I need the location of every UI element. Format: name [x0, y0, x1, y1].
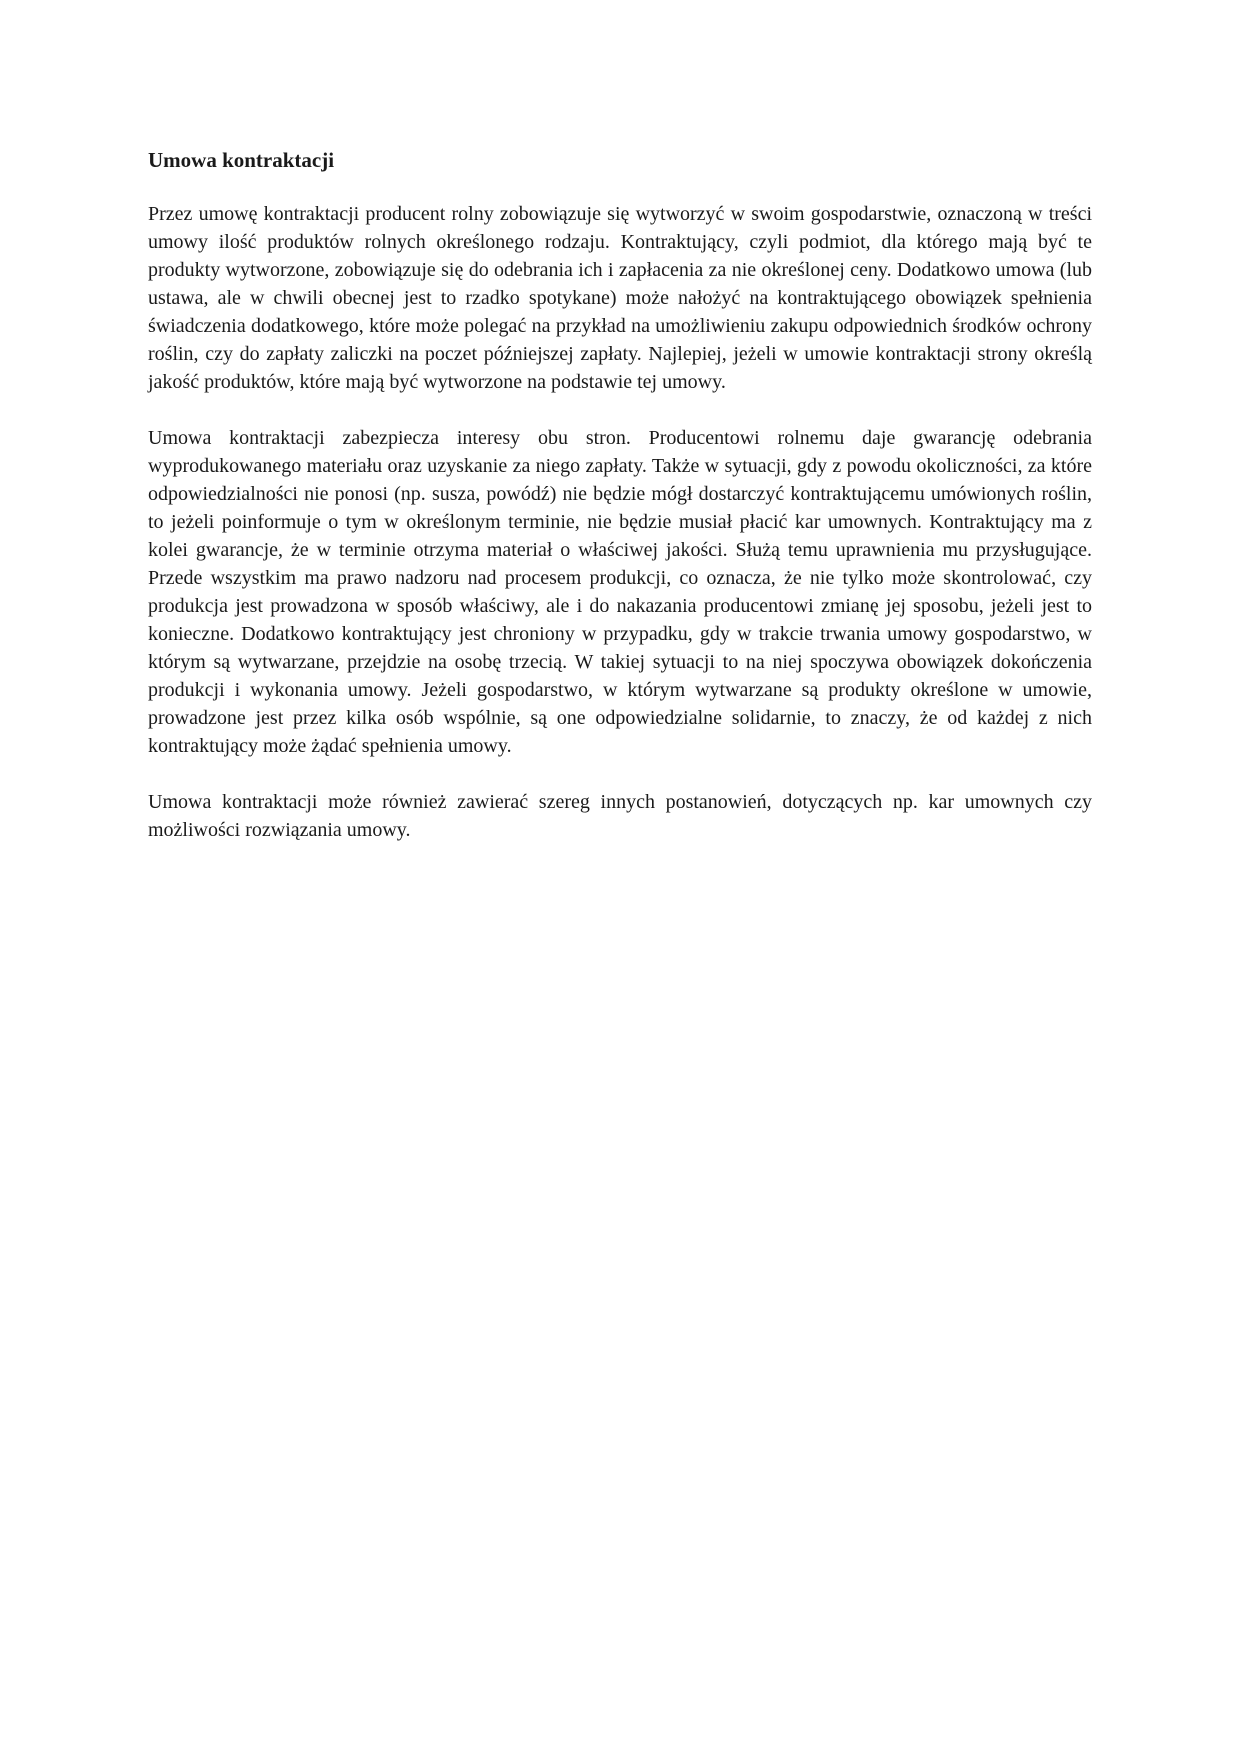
paragraph-definition: Przez umowę kontraktacji producent rolny zobowiązuje się wytworzyć w swoim gospodarstwie, oznaczoną w treści umowy ilość produktów rolnych określonego rodzaju. Kontraktujący, czyli podmiot, dla którego mają być te produkty wytworzone, zobowiązuje się do odebrania ich i zapłacenia za nie określonej ceny. Dodatkowo umowa (lub ustawa, ale w chwili obecnej jest to rzadko spotykane) może nałożyć na kontraktującego obowiązek spełnienia świadczenia dodatkowego, które może polegać na przykład na umożliwieniu zakupu odpowiednich środków ochrony roślin, czy do zapłaty zaliczki na poczet późniejszej zapłaty. Najlepiej, jeżeli w umowie kontraktacji strony określą jakość produktów, które mają być wytworzone na podstawie tej umowy.	[148, 203, 1092, 393]
document-title: Umowa kontraktacji	[148, 148, 335, 172]
paragraph-other-provisions: Umowa kontraktacji może również zawierać szereg innych postanowień, dotyczących np. kar umownych czy możliwości rozwiązania umowy.	[148, 791, 1092, 841]
document-body	[148, 146, 1092, 872]
paragraph-protection: Umowa kontraktacji zabezpiecza interesy obu stron. Producentowi rolnemu daje gwarancję odebrania wyprodukowanego materiału oraz uzyskanie za niego zapłaty. Także w sytuacji, gdy z powodu okoliczności, za które odpowiedzialności nie ponosi (np. susza, powódź) nie będzie mógł dostarczyć kontraktującemu umówionych roślin, to jeżeli poinformuje o tym w określonym terminie, nie będzie musiał płacić kar umownych. Kontraktujący ma z kolei gwarancje, że w terminie otrzyma materiał o właściwej jakości. Służą temu uprawnienia mu przysługujące. Przede wszystkim ma prawo nadzoru nad procesem produkcji, co oznacza, że nie tylko może skontrolować, czy produkcja jest prowadzona w sposób właściwy, ale i do nakazania producentowi zmianę jej sposobu, jeżeli jest to konieczne. Dodatkowo kontraktujący jest chroniony w przypadku, gdy w trakcie trwania umowy gospodarstwo, w którym są wytwarzane, przejdzie na osobę trzecią. W takiej sytuacji to na niej spoczywa obowiązek dokończenia produkcji i wykonania umowy. Jeżeli gospodarstwo, w którym wytwarzane są produkty określone w umowie, prowadzone jest przez kilka osób wspólnie, są one odpowiedzialne solidarnie, to znaczy, że od każdej z nich kontraktujący może żądać spełnienia umowy.	[148, 427, 1092, 757]
